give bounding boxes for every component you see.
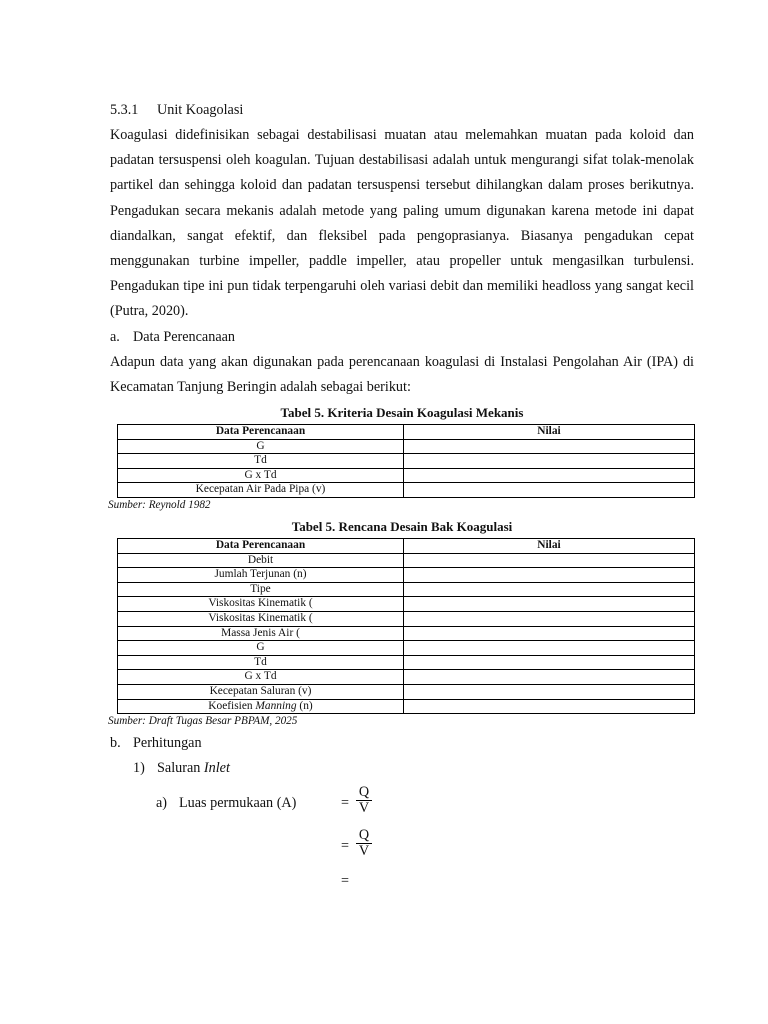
row-value [404,468,695,483]
header-nilai: Nilai [404,539,695,554]
section-heading [110,98,694,123]
table-rencana-desain [117,538,695,714]
row-label-italic: Manning [255,699,297,712]
item-1-prefix: Saluran [157,760,204,777]
row-value [404,655,695,670]
row-label: Tipe [118,582,404,597]
table-row [118,626,695,641]
row-label: G x Td [118,468,404,483]
row-label: Kecepatan Air Pada Pipa (v) [118,483,404,498]
row-value [404,626,695,641]
section-title: Unit Koagolasi [157,102,244,118]
denominator: V [358,800,370,817]
data-paragraph: Adapun data yang akan digunakan pada perencanaan koagulasi di Instalasi Pengolahan Air (IPA) di Kecamatan Tanjung Beringin adalah sebagai berikut: [110,353,694,395]
table2-source: Sumber: Draft Tugas Besar PBPAM, 2025 [108,715,298,728]
fraction [356,785,372,816]
subsection-a-title: Data Perencanaan [133,328,236,345]
equals-sign: = [341,795,350,812]
row-label: G [118,641,404,656]
table-row [118,568,695,583]
item-1-heading [110,756,694,781]
row-value [404,454,695,469]
table-row [118,611,695,626]
subsection-a-heading [110,325,694,350]
subsection-a-marker: a. [110,328,120,345]
header-nilai: Nilai [404,425,695,440]
table-row [118,699,695,714]
header-data-perencanaan: Data Perencanaan [118,539,404,554]
table-row [118,553,695,568]
table-row [118,670,695,685]
row-value [404,597,695,612]
document-page [110,98,694,897]
subsection-b-marker: b. [110,735,121,752]
numerator: Q [358,827,370,844]
row-label-prefix: Koefisien [208,699,256,712]
fraction [356,828,372,859]
table2-caption: Tabel 5. Rencana Desain Bak Koagulasi [291,519,513,534]
table-row [118,641,695,656]
table-kriteria-desain [117,424,695,498]
row-value [404,684,695,699]
row-label: G [118,439,404,454]
subsection-b-heading [110,731,694,756]
table-row [118,439,695,454]
numerator: Q [358,784,370,801]
header-data-perencanaan: Data Perencanaan [118,425,404,440]
table-header-row [118,425,695,440]
row-label: G x Td [118,670,404,685]
table-header-row [118,539,695,554]
row-label: Viskositas Kinematik ( [118,597,404,612]
equals-sign: = [341,873,350,890]
denominator: V [358,843,370,860]
table-row [118,684,695,699]
row-label: Viskositas Kinematik ( [118,611,404,626]
row-value [404,568,695,583]
table-row [118,655,695,670]
item-1-marker: 1) [133,760,145,777]
row-label: Td [118,454,404,469]
table-row [118,454,695,469]
row-value [404,582,695,597]
row-value [404,483,695,498]
row-value [404,699,695,714]
row-value [404,670,695,685]
equals-sign: = [341,838,350,855]
table-row [118,483,695,498]
calc-row-1 [110,785,694,829]
row-label: Td [118,655,404,670]
intro-paragraph: Koagulasi didefinisikan sebagai destabilisasi muatan atau melemahkan muatan pada koloid dan padatan tersuspensi oleh koagulan. Tujuan destabilisasi adalah untuk mengurangi sifat tolak-menolak partikel dan sehingga koloid dan padatan tersuspensi tersebut dihilangkan dalam proses berikutnya. Pengadukan secara mekanis adalah metode yang paling umum digunakan karena metode ini dapat diandalkan, sangat efektif, dan fleksibel pada pengoprasianya. Biasanya pengadukan cepat menggunakan turbine impeller, paddle impeller, atau propeller untuk mengasilkan turbulensi. Pengadukan tipe ini pun tidak terpengaruhi oleh variasi debit dan memiliki headloss yang sangat kecil (Putra, 2020). [110,127,694,320]
row-label: Debit [118,553,404,568]
table-row [118,582,695,597]
row-label: Massa Jenis Air ( [118,626,404,641]
subsection-b-title: Perhitungan [133,735,202,752]
calc-row-2 [110,829,694,873]
row-label-suffix: (n) [296,699,313,712]
row-label: Jumlah Terjunan (n) [118,568,404,583]
item-1-italic: Inlet [203,760,230,777]
calc-marker: a) [156,795,168,812]
row-value [404,611,695,626]
table1-source: Sumber: Reynold 1982 [108,499,211,511]
table-row [118,597,695,612]
row-label: Kecepatan Saluran (v) [118,684,404,699]
row-value [404,641,695,656]
calc-row-3 [110,873,694,897]
row-value [404,553,695,568]
row-label [118,699,404,714]
section-number: 5.3.1 [110,102,139,118]
table-row [118,468,695,483]
table1-caption: Tabel 5. Kriteria Desain Koagulasi Mekanis [280,405,524,421]
calc-label: Luas permukaan (A) [179,795,297,812]
row-value [404,439,695,454]
